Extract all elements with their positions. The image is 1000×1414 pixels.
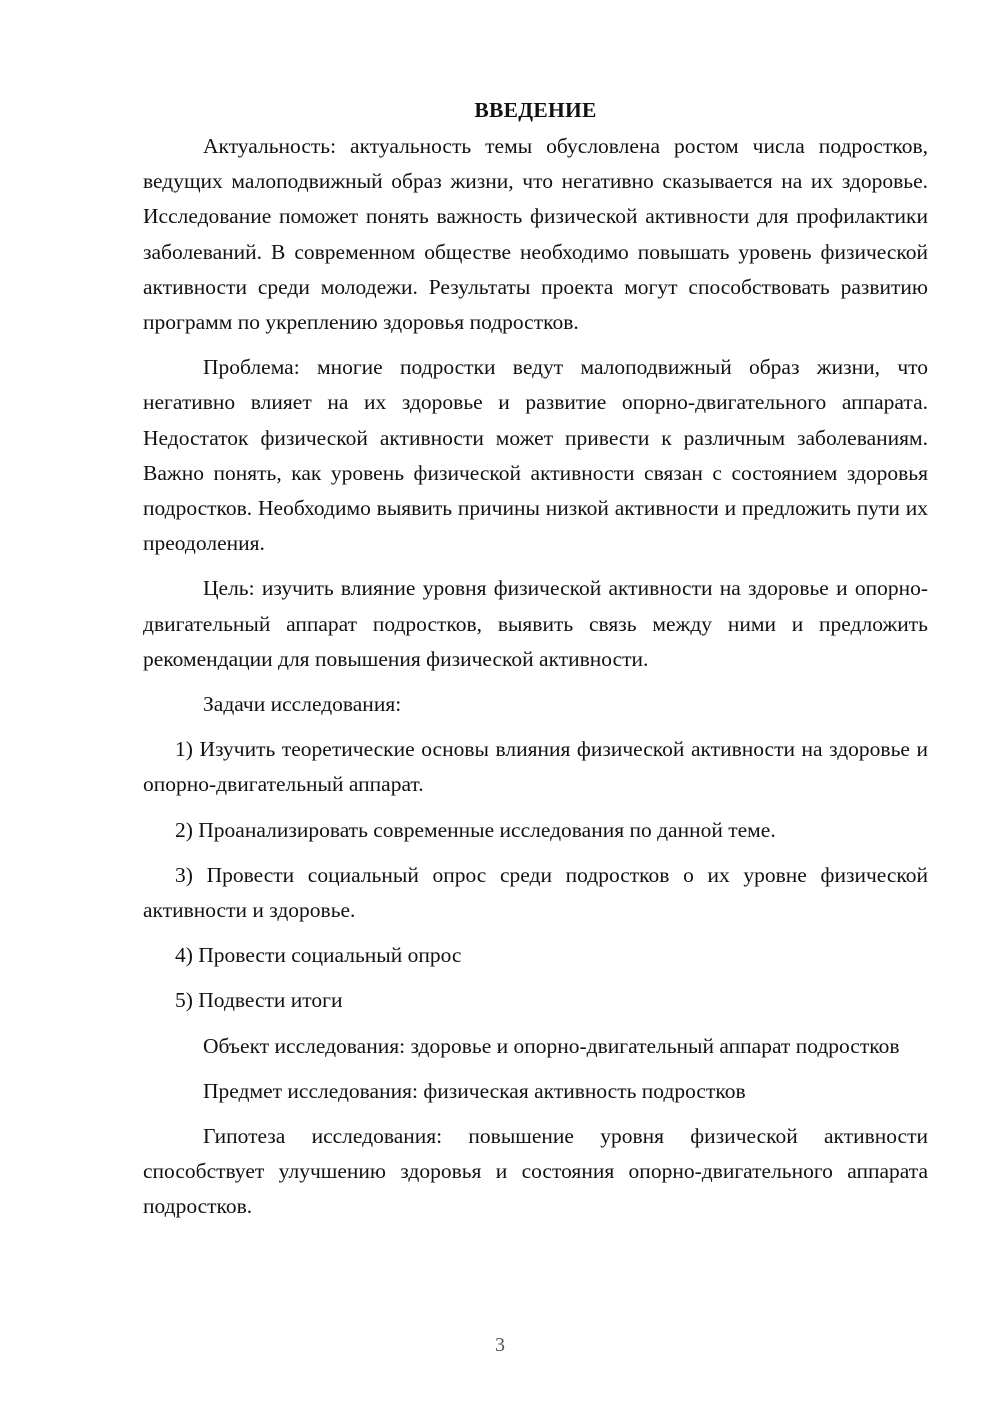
task-item-4: 4) Провести социальный опрос xyxy=(175,943,462,968)
task-item-3: 3) Провести социальный опрос среди подростков о их уровне физической активности и здоровье. xyxy=(143,862,928,923)
task-item-2: 2) Проанализировать современные исследования по данной теме. xyxy=(175,817,776,842)
page-number: 3 xyxy=(495,1334,505,1356)
page-title: ВВЕДЕНИЕ xyxy=(474,98,597,122)
tasks-heading: Задачи исследования: xyxy=(203,692,402,717)
paragraph-problem: Проблема: многие подростки ведут малоподвижный образ жизни, что негативно влияет на их здоровье и развитие опорно-двигательного аппарата. Недостаток физической активности может привести к различным заболеваниям. Важно понять, как уровень физической активности связан с состоянием здоровья подростков. Необходимо выявить причины низкой активности и предложить пути их преодоления. xyxy=(143,355,928,556)
paragraph-subject: Предмет исследования: физическая активность подростков xyxy=(203,1078,746,1103)
document-page xyxy=(143,95,928,1235)
paragraph-goal: Цель: изучить влияние уровня физической активности на здоровье и опорно-двигательный аппарат подростков, выявить связь между ними и предложить рекомендации для повышения физической активности. xyxy=(143,576,928,671)
paragraph-object: Объект исследования: здоровье и опорно-двигательный аппарат подростков xyxy=(203,1033,900,1058)
task-item-5: 5) Подвести итоги xyxy=(175,988,343,1013)
paragraph-hypothesis: Гипотеза исследования: повышение уровня физической активности способствует улучшению здоровья и состояния опорно-двигательного аппарата подростков. xyxy=(143,1124,928,1219)
paragraph-relevance: Актуальность: актуальность темы обусловлена ростом числа подростков, ведущих малоподвижный образ жизни, что негативно сказывается на их здоровье. Исследование поможет понять важность физической активности для профилактики заболеваний. В современном обществе необходимо повышать уровень физической активности среди молодежи. Результаты проекта могут способствовать развитию программ по укреплению здоровья подростков. xyxy=(143,134,928,335)
task-item-1: 1) Изучить теоретические основы влияния физической активности на здоровье и опорно-двигательный аппарат. xyxy=(143,737,928,797)
